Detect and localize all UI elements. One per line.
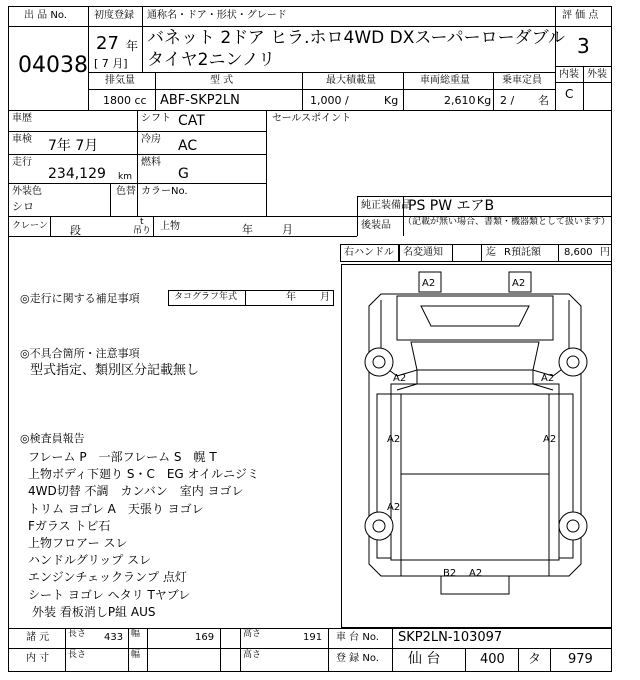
grid-line (88, 6, 89, 110)
stop-label: 迄 (486, 247, 496, 258)
grid-line (245, 290, 246, 306)
interior-width-label: 幅 (131, 650, 141, 660)
grid-line (8, 26, 612, 27)
front-left-wheel (365, 348, 393, 376)
damage-mark: B2 (443, 568, 457, 579)
grid-line (128, 628, 129, 672)
crane-month-label: 月 (282, 223, 293, 236)
grid-line (302, 72, 303, 110)
first-reg-label: 初度登録 (94, 10, 134, 21)
inspection-label: 車検 (12, 134, 32, 145)
crane-install-label: 上物 (160, 221, 180, 232)
grid-line (465, 648, 466, 672)
reg-year-unit: 年 (126, 39, 139, 53)
grade-label: 評 価 点 (562, 10, 599, 21)
front-right-wheel (559, 348, 587, 376)
grid-line (65, 628, 66, 672)
damage-mark: A2 (543, 434, 557, 445)
inspection-value: 7年 7月 (48, 138, 99, 154)
grid-line (153, 216, 154, 236)
grid-line (8, 183, 266, 184)
gross-weight-label: 車両総重量 (420, 75, 470, 86)
rear-left-wheel (365, 512, 393, 540)
max-load-label: 最大積載量 (326, 75, 376, 86)
tachograph-year: 年 (286, 292, 296, 303)
type-label: 型 式 (210, 75, 234, 86)
reg-month: [ 7 月] (94, 57, 128, 70)
defect-heading: ◎不具合箇所・注意事項 (20, 347, 140, 360)
grid-line (403, 72, 404, 110)
capacity-unit: 名 (538, 94, 549, 107)
interior-dims-label: 内 寸 (26, 653, 50, 664)
cab-roof (397, 296, 553, 340)
registration-label: 登 録 No. (336, 653, 379, 664)
owner-change-label: 名変通知 (403, 247, 443, 258)
crane-stage-label: 段 (70, 224, 81, 237)
defect-text: 型式指定、類別区分記載無し (30, 363, 200, 378)
aftermarket-label: 後装品 (361, 220, 391, 231)
grid-line (155, 72, 156, 110)
recycle-amount-value: 8,600 (564, 247, 593, 258)
displacement-label: 排気量 (105, 75, 135, 86)
inspector-report-line: 外装 看板消しP組 AUS (32, 604, 156, 619)
grid-line (88, 89, 555, 90)
grid-line (583, 66, 584, 110)
inspector-report-line: フレーム P 一部フレーム S 幌 T (28, 450, 217, 464)
model-name-line1: バネット 2ドア ヒラ.ホロ4WD DXスーパーローダブル (147, 28, 565, 48)
rear-right-wheel (559, 512, 587, 540)
grid-line (147, 628, 148, 672)
grid-line (142, 6, 143, 72)
grid-line (110, 183, 111, 216)
exterior-grade-label: 外装 (587, 69, 607, 80)
damage-mark: A2 (541, 373, 555, 384)
mileage-label: 走行 (12, 157, 32, 168)
tachograph-label: タコグラフ年式 (174, 292, 238, 302)
grid-line (550, 648, 551, 672)
registration-area: 仙 台 (408, 651, 441, 667)
windshield (421, 306, 529, 326)
model-name-line2: タイヤ2ニンノリ (147, 50, 276, 70)
grid-line (357, 196, 612, 197)
grid-line (220, 628, 221, 672)
color-no-label: カラーNo. (141, 186, 188, 197)
inspector-report-line: トリム ヨゴレ A 天張り ヨゴレ (28, 501, 204, 516)
sales-point-label: セールスポイント (272, 113, 352, 124)
roof-panel (411, 342, 539, 370)
reg-year: 27 (96, 33, 119, 54)
damage-mark: A2 (512, 278, 526, 289)
fuel-label: 燃料 (141, 157, 161, 168)
chassis-number: SKP2LN-103097 (398, 630, 503, 645)
overall-grade: 3 (577, 34, 590, 58)
grid-line (137, 110, 138, 216)
inspector-report-line: 上物ボディ下廻り S・C EG オイルニジミ (28, 467, 259, 482)
damage-mark: A2 (393, 373, 407, 384)
fuel-value: G (178, 166, 189, 182)
steering-label: 右ハンドル (344, 247, 394, 258)
grid-line (8, 154, 266, 155)
height-label: 高さ (243, 629, 262, 639)
grid-line (240, 628, 241, 672)
shift-label: シフト (141, 113, 171, 124)
width-label: 幅 (131, 629, 141, 639)
interior-height-label: 高さ (243, 650, 262, 660)
grid-line (50, 216, 51, 236)
registration-kana: タ (528, 652, 542, 667)
grid-line (88, 72, 555, 73)
shift-value: CAT (178, 113, 205, 129)
grid-line (8, 131, 266, 132)
grid-line (357, 216, 358, 236)
grid-line (8, 648, 612, 649)
damage-mark: A2 (387, 502, 401, 513)
recycle-amount-label: R預託額 (504, 247, 541, 258)
registration-class: 400 (480, 652, 505, 667)
color-change-label: 色替 (116, 186, 136, 197)
lot-number: 04038 (18, 53, 88, 78)
lot-label: 出 品 No. (24, 10, 67, 21)
mileage-value: 234,129 (48, 166, 106, 182)
gross-weight-value: 2,610 (444, 94, 476, 107)
interior-grade-label: 内装 (559, 69, 579, 80)
inspector-report-line: 4WD切替 不調 カンバン 室内 ヨゴレ (28, 484, 244, 499)
driving-notes-heading: ◎走行に関する補足事項 (20, 292, 140, 305)
grid-line (357, 196, 358, 216)
cooling-value: AC (178, 138, 198, 154)
vehicle-damage-diagram (341, 264, 612, 628)
grid-line (328, 628, 329, 672)
truck-bed (391, 384, 559, 560)
registration-number: 979 (568, 652, 593, 667)
damage-mark: A2 (469, 568, 483, 579)
change-check-box (452, 244, 482, 262)
ext-color-label: 外装色 (12, 186, 42, 197)
grid-line (493, 72, 494, 110)
inspector-report-line: 上物フロアー スレ (28, 536, 128, 550)
grid-line (8, 110, 612, 111)
factory-equipment-value: PS PW エアB (408, 198, 495, 214)
aftermarket-note: （記載が無い場合、書類・機器類として扱います） (403, 217, 611, 227)
cooling-label: 冷房 (141, 134, 161, 145)
ext-color-value: シロ (12, 200, 34, 213)
inspector-heading: ◎検査員報告 (20, 432, 85, 445)
history-label: 車歴 (12, 113, 32, 124)
crane-lift-label: 吊り (133, 226, 152, 236)
factory-equipment-label: 純正装備品 (361, 200, 411, 211)
capacity-value: 2 / (500, 94, 515, 107)
grid-line (392, 628, 393, 672)
inspector-report-line: シート ヨゴレ ヘタリ Tヤブレ (28, 587, 191, 602)
max-load-value: 1,000 / (310, 94, 349, 107)
mileage-unit: km (118, 172, 132, 182)
grid-line (8, 236, 357, 237)
grid-line (8, 628, 612, 629)
grid-line (266, 110, 267, 216)
damage-mark: A2 (387, 434, 401, 445)
capacity-label: 乗車定員 (502, 75, 542, 86)
grid-line (555, 6, 556, 110)
crane-year-label: 年 (242, 223, 253, 236)
model-label: 通称名・ドア・形状・グレード (147, 10, 287, 21)
chassis-label: 車 台 No. (336, 632, 379, 643)
recycle-amount-unit: 円 (600, 247, 610, 258)
inspector-report-line: Fガラス トビ石 (28, 518, 111, 533)
length-label: 長さ (68, 629, 87, 639)
height-value: 191 (303, 632, 323, 643)
damage-mark: A2 (422, 278, 436, 289)
max-load-unit: Kg (384, 94, 399, 107)
interior-length-label: 長さ (68, 650, 87, 660)
displacement-value: 1800 cc (103, 94, 147, 107)
inspector-report-line: ハンドルグリップ スレ (28, 553, 152, 568)
crane-label: クレーン (12, 221, 48, 231)
inspector-report-line: エンジンチェックランプ 点灯 (28, 570, 187, 585)
type-value: ABF-SKP2LN (160, 93, 240, 108)
width-value: 169 (195, 632, 215, 643)
interior-grade: C (565, 87, 574, 101)
crane-tonnage-label: t (140, 217, 144, 227)
tachograph-month: 月 (320, 292, 330, 303)
length-value: 433 (104, 632, 124, 643)
gross-weight-unit: Kg (477, 94, 492, 107)
grid-line (518, 648, 519, 672)
dims-label: 諸 元 (26, 632, 50, 643)
